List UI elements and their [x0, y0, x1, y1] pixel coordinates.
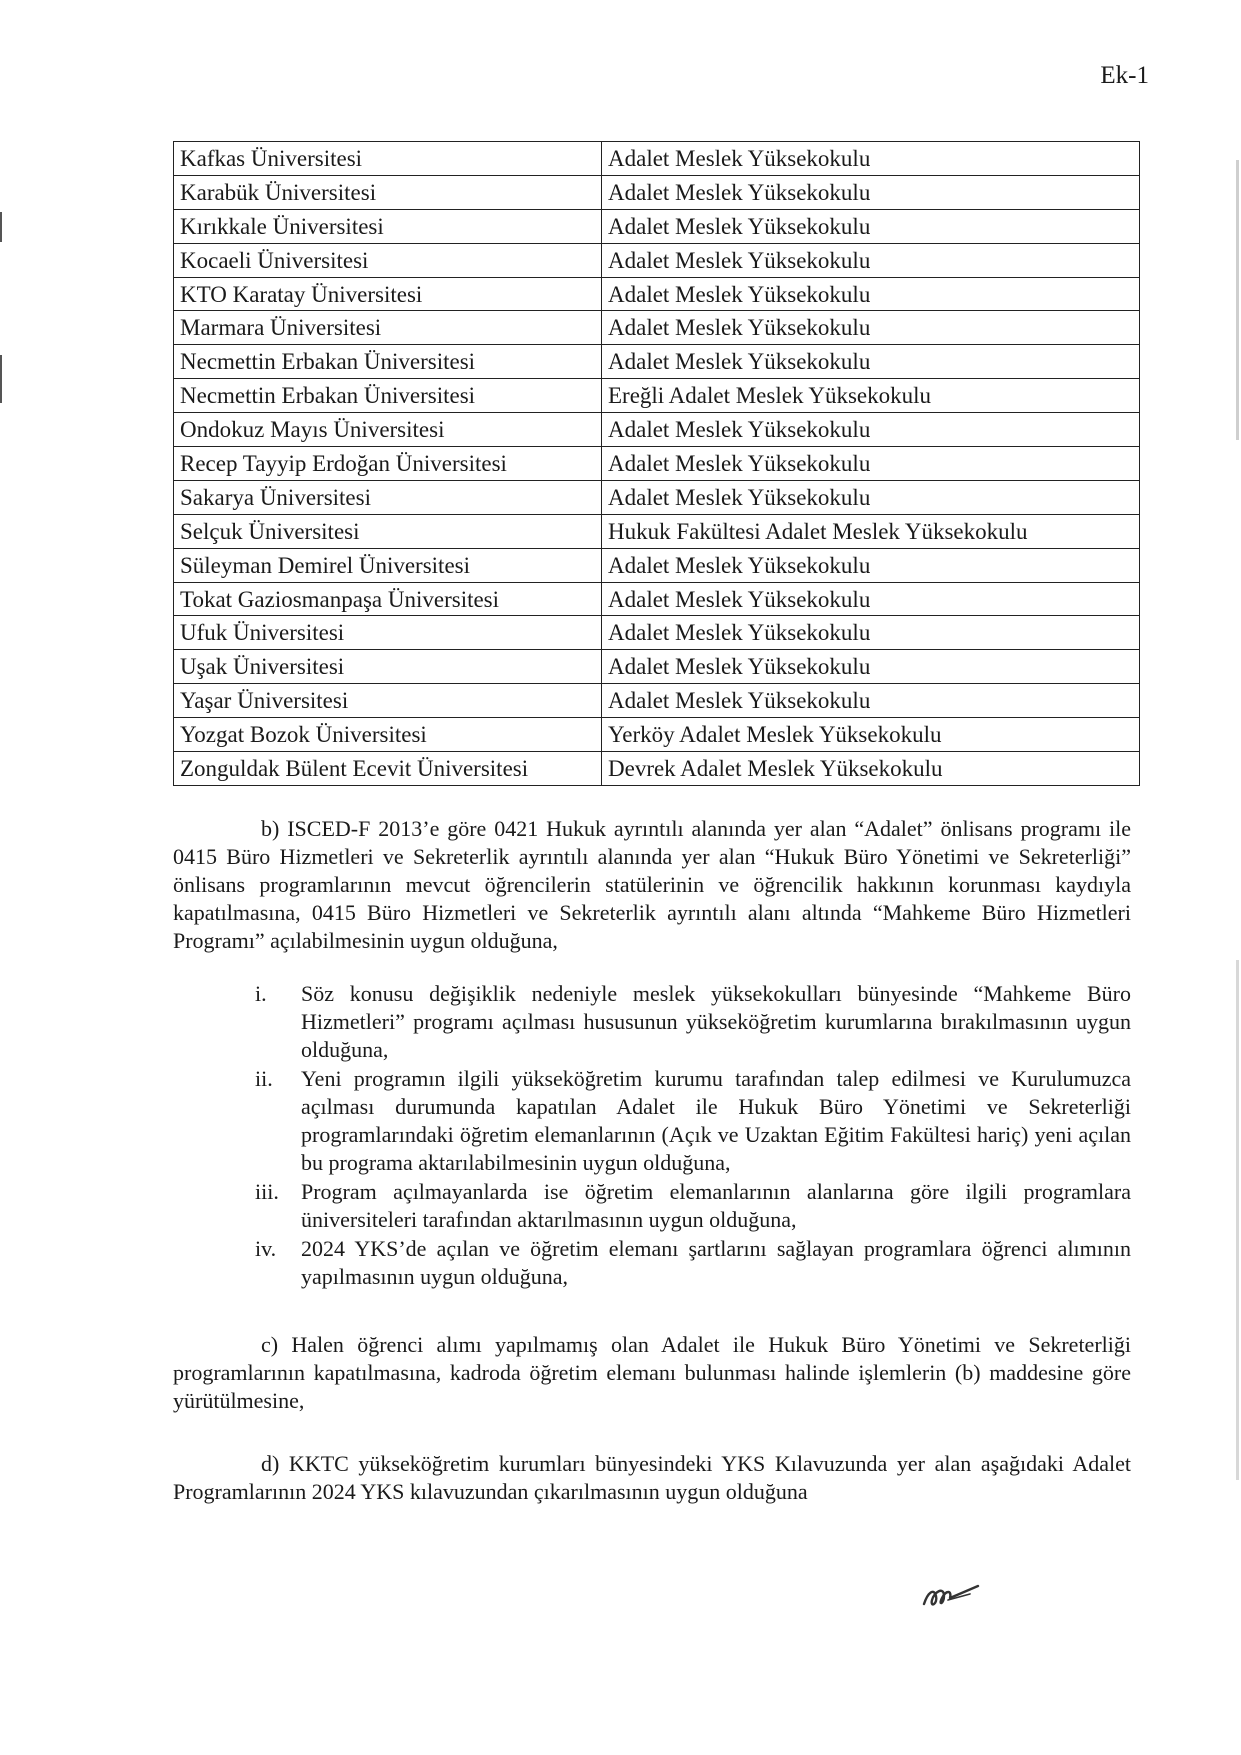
paragraph-c: c) Halen öğrenci alımı yapılmamış olan Adalet ile Hukuk Büro Yönetimi ve Sekreterliği programlarının kapatılmasına, kadroda öğretim elemanı bulunması halinde işlemlerin (b) maddesine göre yürütülmesine, — [173, 1332, 1131, 1413]
page-label: Ek-1 — [1100, 62, 1149, 89]
list-item-text: Yeni programın ilgili yükseköğretim kurumu tarafından talep edilmesi ve Kurulumuzca açılması durumunda kapatılan Adalet ile Hukuk Büro Yönetimi ve Sekreterliği programlarındaki öğretim elemanlarının (Açık ve Uzaktan Eğitim Fakültesi hariç) yeni açılan bu programa aktarılabilmesinin uygun olduğuna, — [301, 1066, 1131, 1175]
scan-artifact — [1236, 960, 1239, 1480]
table-row — [174, 514, 1140, 548]
school-cell: Adalet Meslek Yüksekokulu — [602, 650, 1140, 684]
university-cell: Kafkas Üniversitesi — [174, 142, 602, 176]
school-cell: Adalet Meslek Yüksekokulu — [602, 311, 1140, 345]
table-row — [174, 277, 1140, 311]
university-cell: Tokat Gaziosmanpaşa Üniversitesi — [174, 582, 602, 616]
university-cell: Yozgat Bozok Üniversitesi — [174, 718, 602, 752]
university-cell: Recep Tayyip Erdoğan Üniversitesi — [174, 447, 602, 481]
table-row — [174, 718, 1140, 752]
list-item-marker: i. — [255, 981, 267, 1006]
university-cell: Kırıkkale Üniversitesi — [174, 209, 602, 243]
list-item — [255, 1065, 1131, 1177]
school-cell: Hukuk Fakültesi Adalet Meslek Yüksekokulu — [602, 514, 1140, 548]
table-row — [174, 379, 1140, 413]
list-item-marker: iv. — [255, 1236, 277, 1261]
university-cell: Zonguldak Bülent Ecevit Üniversitesi — [174, 752, 602, 786]
scan-artifact — [0, 212, 2, 242]
sub-item-list — [255, 980, 1131, 1292]
table-row — [174, 752, 1140, 786]
list-item-marker: ii. — [255, 1066, 273, 1091]
table-row — [174, 209, 1140, 243]
list-item-marker: iii. — [255, 1179, 279, 1204]
school-cell: Adalet Meslek Yüksekokulu — [602, 243, 1140, 277]
table-row — [174, 243, 1140, 277]
table-row — [174, 413, 1140, 447]
school-cell: Adalet Meslek Yüksekokulu — [602, 548, 1140, 582]
table-row — [174, 548, 1140, 582]
university-cell: Yaşar Üniversitesi — [174, 684, 602, 718]
table-row — [174, 447, 1140, 481]
school-cell: Adalet Meslek Yüksekokulu — [602, 413, 1140, 447]
university-cell: Marmara Üniversitesi — [174, 311, 602, 345]
university-cell: Uşak Üniversitesi — [174, 650, 602, 684]
school-cell: Adalet Meslek Yüksekokulu — [602, 277, 1140, 311]
university-table — [173, 141, 1140, 786]
table-row — [174, 582, 1140, 616]
school-cell: Devrek Adalet Meslek Yüksekokulu — [602, 752, 1140, 786]
university-cell: Necmettin Erbakan Üniversitesi — [174, 345, 602, 379]
school-cell: Adalet Meslek Yüksekokulu — [602, 447, 1140, 481]
university-cell: Kocaeli Üniversitesi — [174, 243, 602, 277]
university-cell: Necmettin Erbakan Üniversitesi — [174, 379, 602, 413]
paragraph-b: b) ISCED-F 2013’e göre 0421 Hukuk ayrıntılı alanında yer alan “Adalet” önlisans programı ile 0415 Büro Hizmetleri ve Sekreterlik ayrıntılı alanında yer alan “Hukuk Büro Yönetimi ve Sekreterliği” önlisans programlarının mevcut öğrencilerin statülerinin ve öğrencilik hakkının korunması kaydıyla kapatılmasına, 0415 Büro Hizmetleri ve Sekreterlik ayrıntılı alanı altında “Mahkeme Büro Hizmetleri Programı” açılabilmesinin uygun olduğuna, — [173, 816, 1131, 953]
table-row — [174, 616, 1140, 650]
school-cell: Adalet Meslek Yüksekokulu — [602, 209, 1140, 243]
school-cell: Adalet Meslek Yüksekokulu — [602, 175, 1140, 209]
list-item — [255, 980, 1131, 1064]
school-cell: Adalet Meslek Yüksekokulu — [602, 616, 1140, 650]
university-cell: Süleyman Demirel Üniversitesi — [174, 548, 602, 582]
university-cell: Sakarya Üniversitesi — [174, 480, 602, 514]
university-cell: KTO Karatay Üniversitesi — [174, 277, 602, 311]
list-item-text: Söz konusu değişiklik nedeniyle meslek yüksekokulları bünyesinde “Mahkeme Büro Hizmetleri” programı açılması hususunun yükseköğretim kurumlarına bırakılmasının uygun olduğuna, — [301, 981, 1131, 1062]
university-cell: Ondokuz Mayıs Üniversitesi — [174, 413, 602, 447]
school-cell: Adalet Meslek Yüksekokulu — [602, 684, 1140, 718]
school-cell: Adalet Meslek Yüksekokulu — [602, 480, 1140, 514]
university-cell: Karabük Üniversitesi — [174, 175, 602, 209]
table-body — [174, 142, 1140, 786]
table-row — [174, 175, 1140, 209]
scan-artifact — [0, 355, 2, 403]
school-cell: Yerköy Adalet Meslek Yüksekokulu — [602, 718, 1140, 752]
table-row — [174, 650, 1140, 684]
table-row — [174, 311, 1140, 345]
table-row — [174, 480, 1140, 514]
university-cell: Ufuk Üniversitesi — [174, 616, 602, 650]
school-cell: Ereğli Adalet Meslek Yüksekokulu — [602, 379, 1140, 413]
school-cell: Adalet Meslek Yüksekokulu — [602, 142, 1140, 176]
list-item-text: Program açılmayanlarda ise öğretim elemanlarının alanlarına göre ilgili programlara üniversiteleri tarafından aktarılmasının uygun olduğuna, — [301, 1179, 1131, 1232]
scan-artifact — [1236, 160, 1239, 440]
school-cell: Adalet Meslek Yüksekokulu — [602, 582, 1140, 616]
table-row — [174, 142, 1140, 176]
school-cell: Adalet Meslek Yüksekokulu — [602, 345, 1140, 379]
table-row — [174, 684, 1140, 718]
list-item — [255, 1178, 1131, 1234]
list-item — [255, 1235, 1131, 1291]
list-item-text: 2024 YKS’de açılan ve öğretim elemanı şartlarını sağlayan programlara öğrenci alımının yapılmasının uygun olduğuna, — [301, 1236, 1131, 1289]
initials-signature-icon — [918, 1574, 982, 1614]
table-row — [174, 345, 1140, 379]
university-cell: Selçuk Üniversitesi — [174, 514, 602, 548]
paragraph-d: d) KKTC yükseköğretim kurumları bünyesindeki YKS Kılavuzunda yer alan aşağıdaki Adalet Programlarının 2024 YKS kılavuzundan çıkarılmasının uygun olduğuna — [173, 1451, 1131, 1504]
